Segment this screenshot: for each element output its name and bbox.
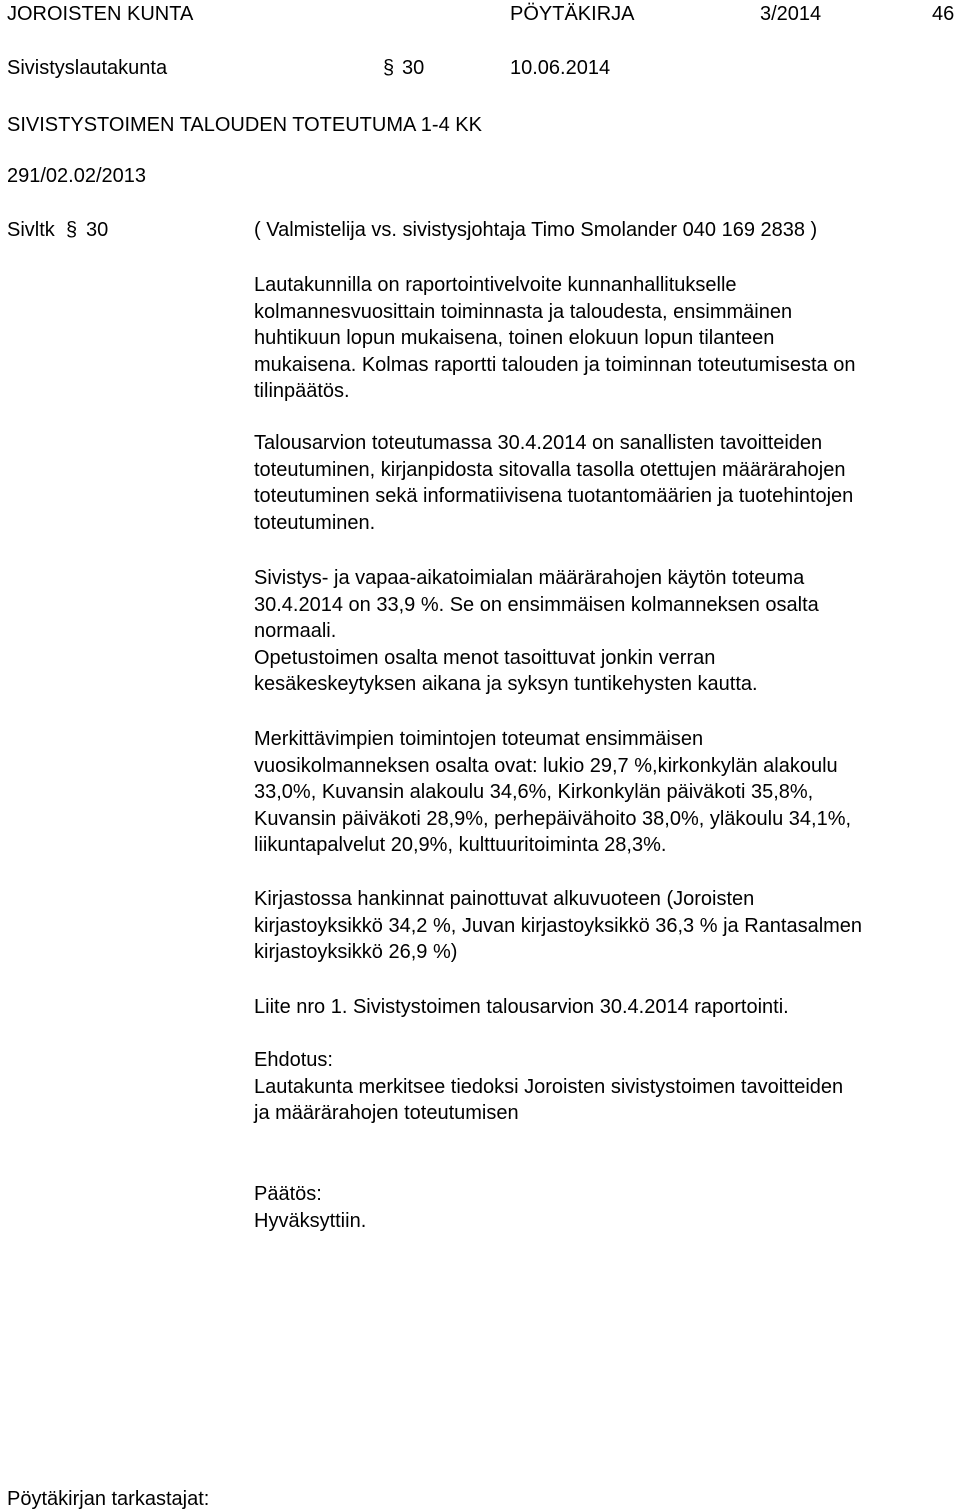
page-title: SIVISTYSTOIMEN TALOUDEN TOTEUTUMA 1-4 KK bbox=[7, 114, 482, 136]
text-line: toteutuminen, kirjanpidosta sitovalla tasolla otettujen määrärahojen bbox=[254, 458, 846, 481]
text-line: normaali. bbox=[254, 620, 337, 642]
text-line: liikuntapalvelut 20,9%, kulttuuritoiminta 28,3%. bbox=[254, 834, 667, 856]
decision-label: Päätös: bbox=[254, 1183, 322, 1205]
decision-block bbox=[254, 1181, 960, 1234]
section-sign-icon: § bbox=[383, 57, 395, 79]
text-line: Talousarvion toteutumassa 30.4.2014 on sanallisten tavoitteiden bbox=[254, 432, 823, 454]
section-number: 30 bbox=[402, 57, 425, 79]
document-number: 3/2014 bbox=[760, 3, 822, 25]
board-name: Sivistyslautakunta bbox=[7, 57, 168, 79]
preparer-line: ( Valmistelija vs. sivistysjohtaja Timo Smolander 040 169 2838 ) bbox=[254, 219, 818, 241]
proposal-block bbox=[254, 1047, 960, 1127]
text-line: toteutuminen sekä informatiivisena tuotantomäärien ja tuotehintojen bbox=[254, 485, 854, 507]
paragraph-attachment bbox=[254, 994, 960, 1021]
attachment-line: Liite nro 1. Sivistystoimen talousarvion 30.4.2014 raportointi. bbox=[254, 996, 789, 1018]
section-ref-number: 30 bbox=[86, 219, 109, 241]
text-line: Kuvansin päiväkoti 28,9%, perhepäivähoito 38,0%, yläkoulu 34,1%, bbox=[254, 807, 852, 830]
text-line: Sivistys- ja vapaa-aikatoimialan määrärahojen käytön toteuma bbox=[254, 567, 805, 589]
meeting-date: 10.06.2014 bbox=[510, 57, 611, 79]
text-line: mukaisena. Kolmas raportti talouden ja toiminnan toteutumisesta on bbox=[254, 353, 856, 376]
text-line: 30.4.2014 on 33,9 %. Se on ensimmäisen kolmanneksen osalta bbox=[254, 593, 819, 616]
text-line: Opetustoimen osalta menot tasoittuvat jonkin verran bbox=[254, 646, 716, 669]
text-line: ja määrärahojen toteutumisen bbox=[254, 1102, 519, 1124]
section-ref-sign-icon: § bbox=[66, 219, 78, 241]
proposal-label: Ehdotus: bbox=[254, 1049, 333, 1071]
paragraph-key-activities bbox=[254, 726, 960, 859]
decision-text: Hyväksyttiin. bbox=[254, 1209, 367, 1232]
text-line: tilinpäätös. bbox=[254, 380, 350, 402]
text-line: huhtikuun lopun mukaisena, toinen elokuun lopun tilanteen bbox=[254, 327, 775, 349]
text-line: 33,0%, Kuvansin alakoulu 34,6%, Kirkonkylän päiväkoti 35,8%, bbox=[254, 781, 814, 803]
text-line: Lautakunnilla on raportointivelvoite kunnanhallitukselle bbox=[254, 274, 737, 296]
text-line: toteutuminen. bbox=[254, 511, 376, 534]
reference-number: 291/02.02/2013 bbox=[7, 165, 147, 187]
paragraph-library bbox=[254, 886, 960, 966]
text-line: Merkittävimpien toimintojen toteumat ensimmäisen bbox=[254, 728, 704, 750]
paragraph-appropriation-usage bbox=[254, 565, 960, 698]
text-line: Lautakunta merkitsee tiedoksi Joroisten sivistystoimen tavoitteiden bbox=[254, 1075, 844, 1098]
paragraph-reporting-obligation bbox=[254, 272, 960, 405]
text-line: Kirjastossa hankinnat painottuvat alkuvuoteen (Joroisten bbox=[254, 888, 755, 910]
minutes-checkers-label: Pöytäkirjan tarkastajat: bbox=[7, 1488, 210, 1510]
document-type: PÖYTÄKIRJA bbox=[510, 3, 635, 25]
municipality-name: JOROISTEN KUNTA bbox=[7, 3, 194, 25]
page-number: 46 bbox=[932, 3, 955, 25]
text-line: vuosikolmanneksen osalta ovat: lukio 29,7 %,kirkonkylän alakoulu bbox=[254, 754, 838, 777]
text-line: kesäkeskeytyksen aikana ja syksyn tuntikehysten kautta. bbox=[254, 673, 758, 695]
text-line: kirjastoyksikkö 26,9 %) bbox=[254, 941, 458, 963]
text-line: kirjastoyksikkö 34,2 %, Juvan kirjastoyksikkö 36,3 % ja Rantasalmen bbox=[254, 914, 863, 937]
text-line: kolmannesvuosittain toiminnasta ja taloudesta, ensimmäinen bbox=[254, 300, 793, 323]
paragraph-budget-realization bbox=[254, 430, 960, 536]
section-ref-label: Sivltk bbox=[7, 219, 55, 241]
